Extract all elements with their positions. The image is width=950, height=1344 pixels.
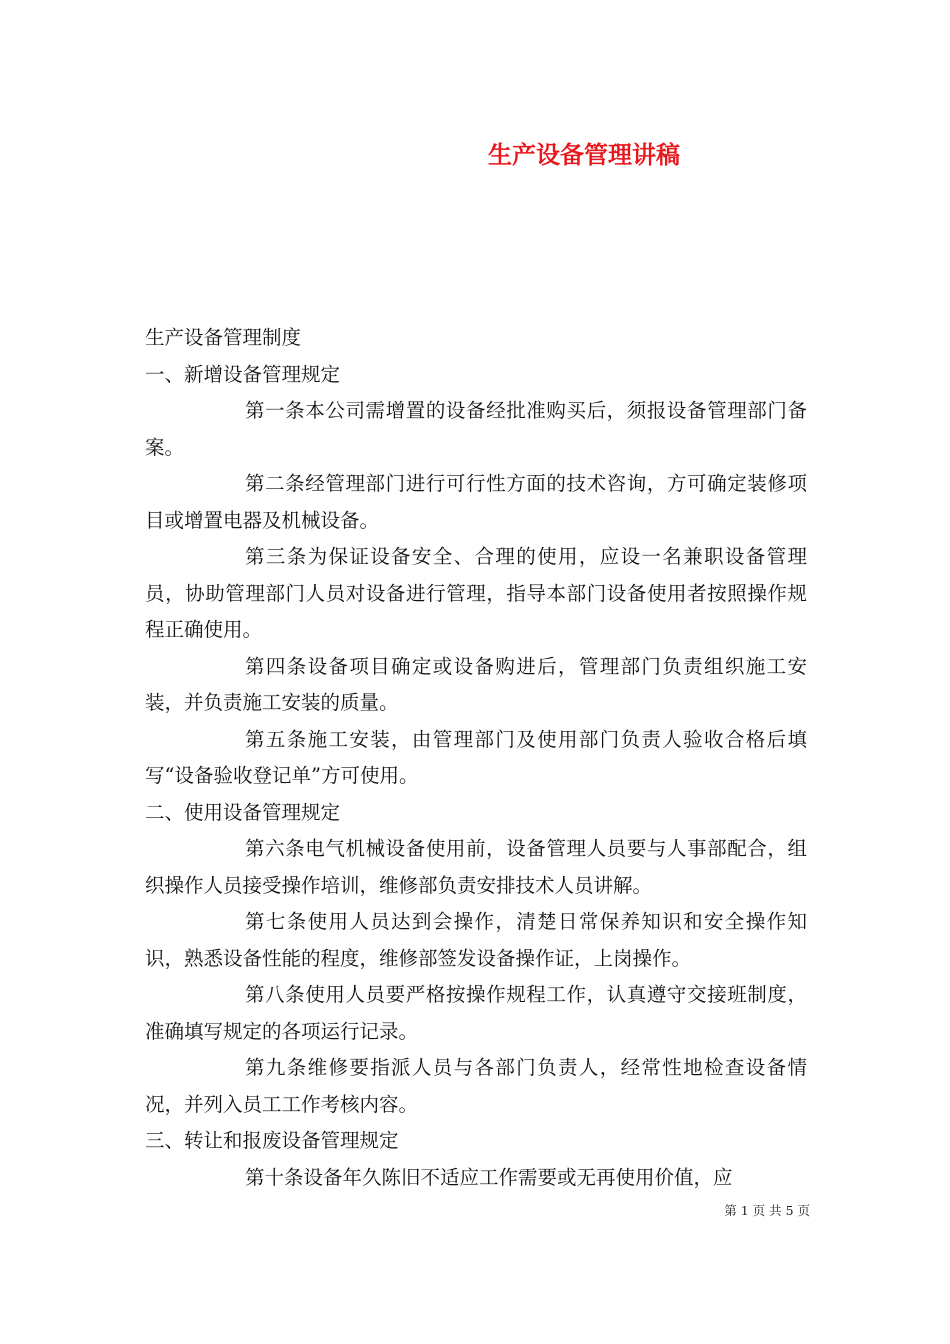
paragraph: 第六条电气机械设备使用前，设备管理人员要与人事部配合，组织操作人员接受操作培训，维修部负责安排技术人员讲解。 [145, 837, 807, 897]
paragraph: 第一条本公司需增置的设备经批准购买后，须报设备管理部门备案。 [145, 399, 807, 459]
paragraph: 第九条维修要指派人员与各部门负责人，经常性地检查设备情况，并列入员工工作考核内容。 [145, 1056, 807, 1116]
paragraph: 第二条经管理部门进行可行性方面的技术咨询，方可确定装修项目或增置电器及机械设备。 [145, 472, 807, 532]
document-subtitle: 生产设备管理制度 [145, 326, 302, 349]
paragraph: 第十条设备年久陈旧不适应工作需要或无再使用价值，应 [245, 1165, 733, 1189]
paragraph: 第八条使用人员要严格按操作规程工作，认真遵守交接班制度，准确填写规定的各项运行记录。 [145, 983, 807, 1043]
section-heading: 二、使用设备管理规定 [145, 800, 341, 824]
document-title: 生产设备管理讲稿 [488, 140, 680, 169]
document-body [145, 320, 807, 1196]
paragraph: 第五条施工安装，由管理部门及使用部门负责人验收合格后填写“设备验收登记单”方可使用。 [145, 727, 807, 787]
paragraph: 第七条使用人员达到会操作，清楚日常保养知识和安全操作知识，熟悉设备性能的程度，维修部签发设备操作证，上岗操作。 [145, 910, 807, 970]
paragraph: 第三条为保证设备安全、合理的使用，应设一名兼职设备管理员，协助管理部门人员对设备进行管理，指导本部门设备使用者按照操作规程正确使用。 [145, 545, 807, 641]
paragraph: 第四条设备项目确定或设备购进后，管理部门负责组织施工安装，并负责施工安装的质量。 [145, 654, 807, 714]
page-number-footer: 第 1 页 共 5 页 [724, 1203, 810, 1218]
section-heading: 一、新增设备管理规定 [145, 362, 341, 386]
section-heading: 三、转让和报废设备管理规定 [145, 1129, 399, 1152]
